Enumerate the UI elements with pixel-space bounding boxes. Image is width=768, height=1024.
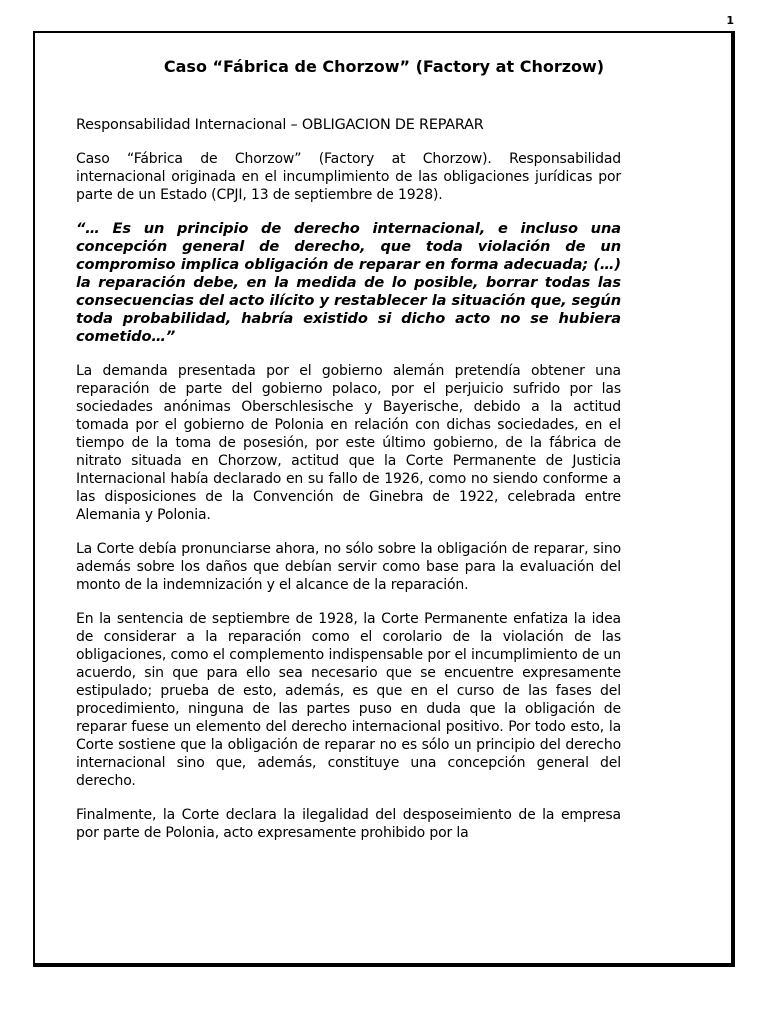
intro-paragraph: Caso “Fábrica de Chorzow” (Factory at Chorzow). Responsabilidad internacional originada en el incumplimiento de las obligaciones jurídicas por parte de un Estado (CPJI, 13 de septiembre de 1928). [76, 151, 621, 203]
paragraph-sentencia: En la sentencia de septiembre de 1928, la Corte Permanente enfatiza la idea de considerar a la reparación como el corolario de la violación de las obligaciones, como el complemento indispensable por el incumplimiento de un acuerdo, sin que para ello sea necesario que se encuentre expresamente estipulado; prueba de esto, además, es que en el curso de las fases del procedimiento, ninguna de las partes puso en duda que la obligación de reparar fuese un elemento del derecho internacional positivo. Por todo esto, la Corte sostiene que la obligación de reparar no es sólo un principio del derecho internacional sino que, además, constituye una concepción general del derecho. [76, 611, 621, 789]
page-title: Caso “Fábrica de Chorzow” (Factory at Chorzow) [163, 57, 605, 76]
paragraph-finalmente: Finalmente, la Corte declara la ilegalidad del desposeimiento de la empresa por parte de Polonia, acto expresamente prohibido por la [76, 807, 621, 841]
section-heading: Responsabilidad Internacional – OBLIGACION DE REPARAR [76, 117, 484, 133]
paragraph-corte-debia: La Corte debía pronunciarse ahora, no sólo sobre la obligación de reparar, sino además sobre los daños que debían servir como base para la evaluación del monto de la indemnización y el alcance de la reparación. [76, 541, 621, 593]
document-body [76, 116, 621, 858]
page-number: 1 [726, 14, 734, 27]
court-quote: “… Es un principio de derecho internacional, e incluso una concepción general de derecho, que toda violación de un compromiso implica obligación de reparar en forma adecuada; (…) la reparación debe, en la medida de lo posible, borrar todas las consecuencias del acto ilícito y restablecer la situación que, según toda probabilidad, habría existido si dicho acto no se hubiera cometido…” [76, 220, 621, 345]
paragraph-demanda: La demanda presentada por el gobierno alemán pretendía obtener una reparación de parte del gobierno polaco, por el perjuicio sufrido por las sociedades anónimas Oberschlesische y Bayerische, debido a la actitud tomada por el gobierno de Polonia en relación con dichas sociedades, en el tiempo de la toma de posesión, por este último gobierno, de la fábrica de nitrato situada en Chorzow, actitud que la Corte Permanente de Justicia Internacional había declarado en su fallo de 1926, como no siendo conforme a las disposiciones de la Convención de Ginebra de 1922, celebrada entre Alemania y Polonia. [76, 363, 621, 523]
